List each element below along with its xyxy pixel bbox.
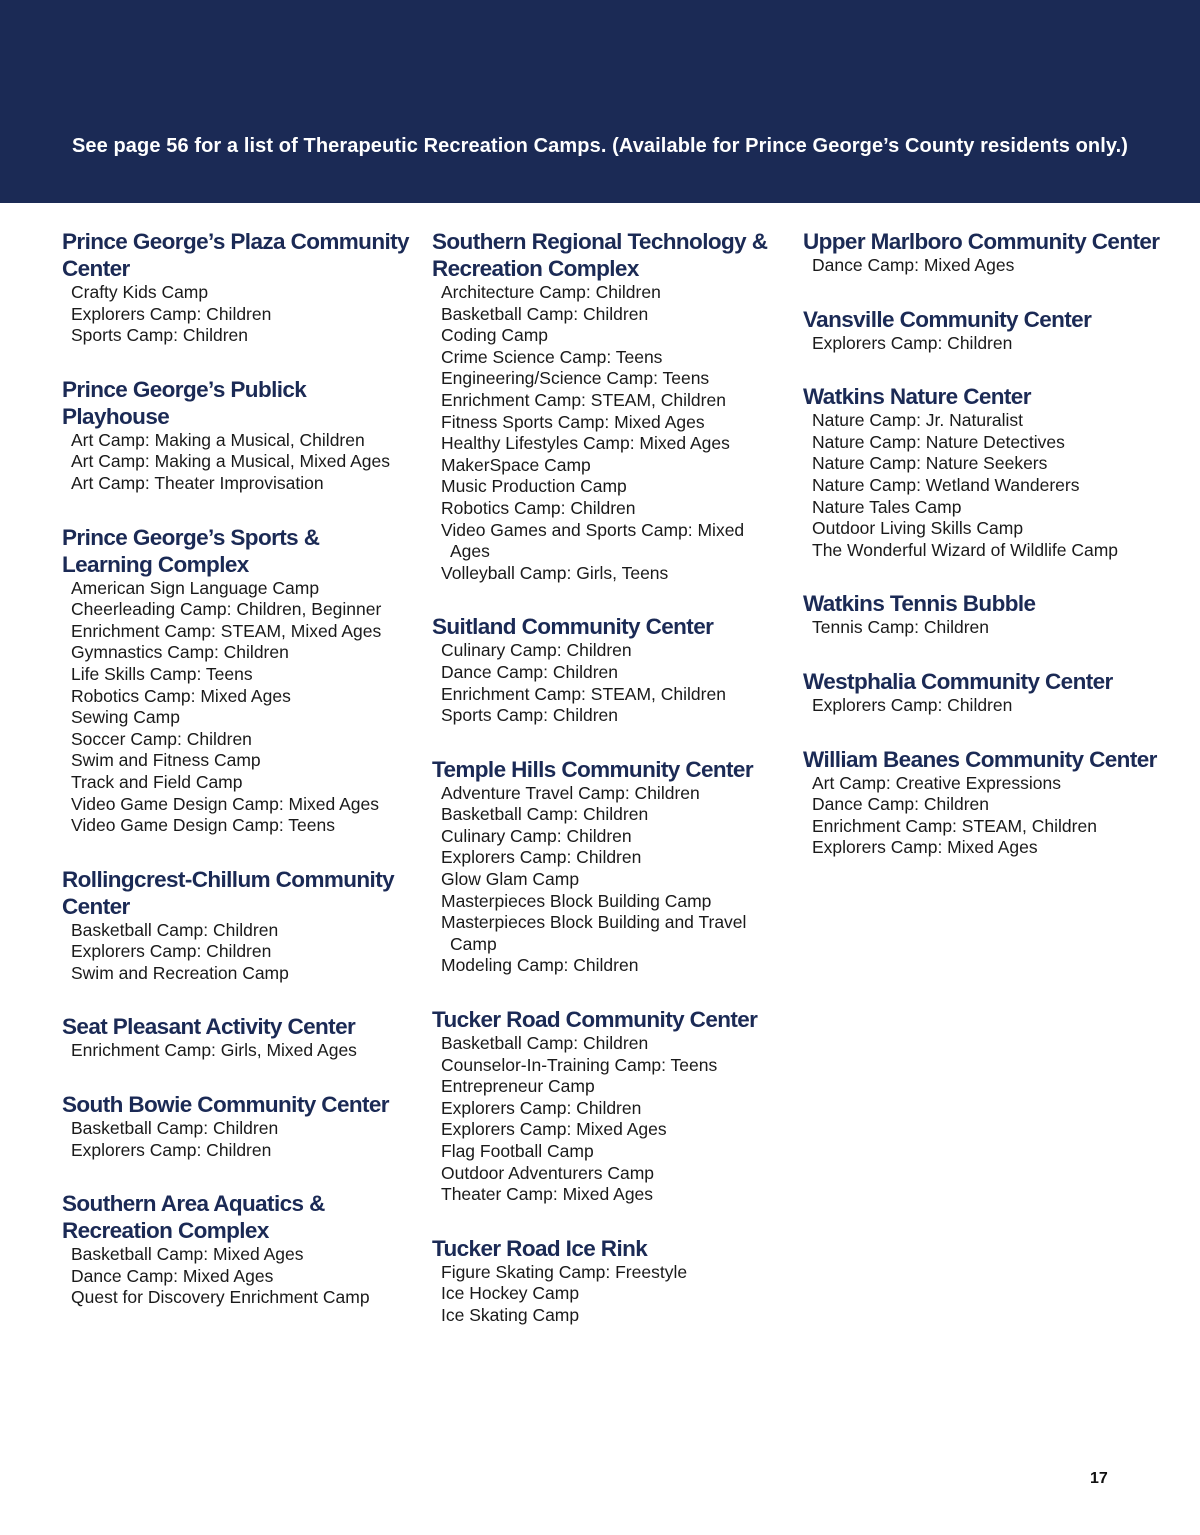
column-middle	[432, 228, 782, 1356]
camp-list	[803, 695, 1183, 717]
location-section	[803, 746, 1183, 859]
camp-item: Robotics Camp: Children	[441, 497, 636, 518]
camp-item: Quest for Discovery Enrichment Camp	[71, 1287, 370, 1308]
camp-item: Music Production Camp	[441, 476, 627, 497]
location-heading: Tucker Road Community Center	[432, 1007, 758, 1033]
camp-list	[62, 430, 412, 495]
location-heading: Upper Marlboro Community Center	[803, 229, 1160, 254]
location-heading: Watkins Nature Center	[803, 384, 1031, 410]
camp-item: Tennis Camp: Children	[812, 617, 990, 638]
camp-item: Robotics Camp: Mixed Ages	[71, 685, 291, 706]
camp-item: Art Camp: Theater Improvisation	[71, 472, 324, 493]
camp-item: Nature Camp: Nature Seekers	[812, 453, 1048, 474]
location-section	[62, 1190, 412, 1309]
camp-item: Soccer Camp: Children	[71, 728, 252, 749]
camp-item: Cheerleading Camp: Children, Beginner	[71, 599, 382, 620]
camp-item: Basketball Camp: Mixed Ages	[71, 1244, 304, 1265]
location-section	[803, 306, 1183, 355]
camp-item: Nature Camp: Jr. Naturalist	[812, 410, 1024, 431]
camp-item: Basketball Camp: Children	[441, 1033, 649, 1054]
camp-list	[432, 640, 782, 726]
camp-item: Architecture Camp: Children	[441, 282, 661, 302]
location-heading: Prince George’s Plaza Community Center	[62, 229, 409, 281]
camp-item: Modeling Camp: Children	[441, 955, 639, 976]
location-section	[432, 1006, 782, 1206]
camp-item: Engineering/Science Camp: Teens	[441, 368, 710, 389]
camp-item: Enrichment Camp: STEAM, Mixed Ages	[71, 620, 382, 641]
camp-item: Volleyball Camp: Girls, Teens	[441, 562, 669, 583]
camp-item: Explorers Camp: Children	[441, 1097, 642, 1118]
camp-item: Nature Camp: Nature Detectives	[812, 431, 1065, 452]
camp-item: Video Game Design Camp: Teens	[71, 815, 335, 836]
location-section	[803, 668, 1183, 717]
camp-item: Culinary Camp: Children	[441, 640, 632, 661]
camp-list	[62, 920, 412, 985]
location-heading: Suitland Community Center	[432, 614, 714, 640]
camp-item: Fitness Sports Camp: Mixed Ages	[441, 411, 705, 432]
location-section	[62, 866, 412, 985]
camp-item: Culinary Camp: Children	[441, 825, 632, 846]
header-banner	[0, 0, 1200, 203]
camp-item: Video Game Design Camp: Mixed Ages	[71, 793, 380, 814]
camp-item: Basketball Camp: Children	[71, 1118, 279, 1139]
location-section	[803, 590, 1183, 639]
camp-item: Explorers Camp: Children	[71, 941, 272, 962]
location-heading: William Beanes Community Center	[803, 746, 1157, 772]
camp-item: Figure Skating Camp: Freestyle	[441, 1261, 688, 1282]
camp-item: Art Camp: Creative Expressions	[812, 772, 1061, 793]
camp-item: Gymnastics Camp: Children	[71, 642, 289, 663]
location-heading: Prince George’s Publick Playhouse	[62, 376, 307, 429]
camp-item: Nature Camp: Wetland Wanderers	[812, 474, 1080, 495]
camp-item: Art Camp: Making a Musical, Children	[71, 429, 365, 450]
camp-item: Explorers Camp: Mixed Ages	[812, 837, 1038, 858]
camp-item: Sports Camp: Children	[441, 705, 619, 726]
camp-item: Explorers Camp: Children	[71, 1139, 272, 1160]
camp-item: MakerSpace Camp	[441, 454, 591, 475]
camp-item: Swim and Fitness Camp	[71, 750, 261, 771]
camp-item: Masterpieces Block Building and Travel Camp	[441, 912, 747, 954]
camp-item: Explorers Camp: Children	[441, 847, 642, 868]
camp-item: Life Skills Camp: Teens	[71, 663, 253, 684]
camp-item: Enrichment Camp: STEAM, Children	[441, 389, 726, 410]
camp-item: Basketball Camp: Children	[441, 303, 649, 324]
camp-list	[432, 783, 782, 977]
camp-item: Flag Football Camp	[441, 1141, 594, 1161]
location-section	[62, 376, 412, 495]
camp-item: Sports Camp: Children	[71, 325, 249, 346]
camp-item: Glow Glam Camp	[441, 869, 580, 890]
location-heading: Southern Area Aquatics & Recreation Complex	[62, 1191, 325, 1244]
location-section	[432, 613, 782, 726]
location-heading: South Bowie Community Center	[62, 1092, 389, 1118]
column-left	[62, 228, 412, 1338]
camp-item: Enrichment Camp: STEAM, Children	[441, 683, 726, 704]
camp-item: American Sign Language Camp	[71, 577, 320, 598]
camp-item: Explorers Camp: Children	[812, 332, 1013, 353]
location-heading: Vansville Community Center	[803, 306, 1092, 332]
camp-item: Basketball Camp: Children	[441, 804, 649, 825]
location-heading: Prince George’s Sports & Learning Complex	[62, 524, 320, 577]
location-section	[432, 1235, 782, 1327]
camp-item: Dance Camp: Mixed Ages	[71, 1265, 274, 1286]
camp-list	[803, 333, 1183, 355]
camp-item: Counselor-In-Training Camp: Teens	[441, 1054, 718, 1075]
location-heading: Watkins Tennis Bubble	[803, 591, 1036, 617]
camp-item: Explorers Camp: Mixed Ages	[441, 1119, 667, 1140]
column-right	[803, 228, 1183, 888]
location-section	[803, 383, 1183, 561]
camp-item: Dance Camp: Children	[812, 794, 990, 815]
banner-note: See page 56 for a list of Therapeutic Recreation Camps. (Available for Prince George’s County residents only.)	[71, 135, 1129, 157]
location-section	[803, 228, 1183, 277]
camp-item: Sewing Camp	[71, 707, 180, 728]
location-section	[432, 228, 782, 584]
camp-list	[432, 282, 782, 584]
camp-list	[62, 578, 412, 837]
camp-list	[803, 773, 1183, 859]
camp-item: Ice Skating Camp	[441, 1304, 580, 1325]
camp-item: Basketball Camp: Children	[71, 919, 279, 940]
location-heading: Seat Pleasant Activity Center	[62, 1014, 356, 1040]
camp-item: Dance Camp: Mixed Ages	[812, 255, 1015, 275]
camp-item: Entrepreneur Camp	[441, 1076, 595, 1097]
camp-list	[62, 1040, 412, 1062]
camp-item: Healthy Lifestyles Camp: Mixed Ages	[441, 433, 730, 454]
camp-item: The Wonderful Wizard of Wildlife Camp	[812, 539, 1119, 560]
camp-item: Adventure Travel Camp: Children	[441, 782, 700, 803]
location-heading: Southern Regional Technology & Recreation Complex	[432, 229, 768, 281]
camp-item: Ice Hockey Camp	[441, 1283, 580, 1304]
camp-item: Enrichment Camp: STEAM, Children	[812, 815, 1097, 836]
camp-item: Crime Science Camp: Teens	[441, 346, 663, 367]
location-heading: Rollingcrest-Chillum Community Center	[62, 866, 395, 919]
camp-list	[62, 1118, 412, 1161]
camp-item: Theater Camp: Mixed Ages	[441, 1184, 654, 1205]
camp-list	[62, 282, 412, 347]
camp-list	[803, 410, 1183, 561]
camp-list	[432, 1262, 782, 1327]
location-section	[62, 524, 412, 837]
camp-item: Swim and Recreation Camp	[71, 962, 289, 983]
location-section	[62, 228, 412, 347]
camp-item: Art Camp: Making a Musical, Mixed Ages	[71, 451, 391, 472]
camp-list	[803, 617, 1183, 639]
page-number: 17	[1090, 1470, 1108, 1487]
camp-item: Dance Camp: Children	[441, 661, 619, 682]
location-section	[432, 756, 782, 977]
camp-list	[432, 1033, 782, 1206]
camp-item: Coding Camp	[441, 325, 548, 346]
location-heading: Tucker Road Ice Rink	[432, 1235, 648, 1261]
camp-item: Enrichment Camp: Girls, Mixed Ages	[71, 1040, 357, 1061]
camp-item: Explorers Camp: Children	[71, 303, 272, 324]
camp-item: Track and Field Camp	[71, 771, 243, 792]
camp-item: Masterpieces Block Building Camp	[441, 890, 712, 911]
location-section	[62, 1013, 412, 1062]
location-section	[62, 1091, 412, 1161]
location-heading: Westphalia Community Center	[803, 668, 1113, 694]
camp-item: Explorers Camp: Children	[812, 694, 1013, 715]
camp-item: Crafty Kids Camp	[71, 282, 209, 302]
camp-item: Outdoor Adventurers Camp	[441, 1162, 655, 1183]
camp-item: Nature Tales Camp	[812, 496, 962, 517]
camp-list	[803, 255, 1183, 277]
camp-list	[62, 1244, 412, 1309]
camp-item: Outdoor Living Skills Camp	[812, 518, 1024, 539]
location-heading: Temple Hills Community Center	[432, 756, 753, 782]
camp-item: Video Games and Sports Camp: Mixed Ages	[441, 519, 745, 562]
